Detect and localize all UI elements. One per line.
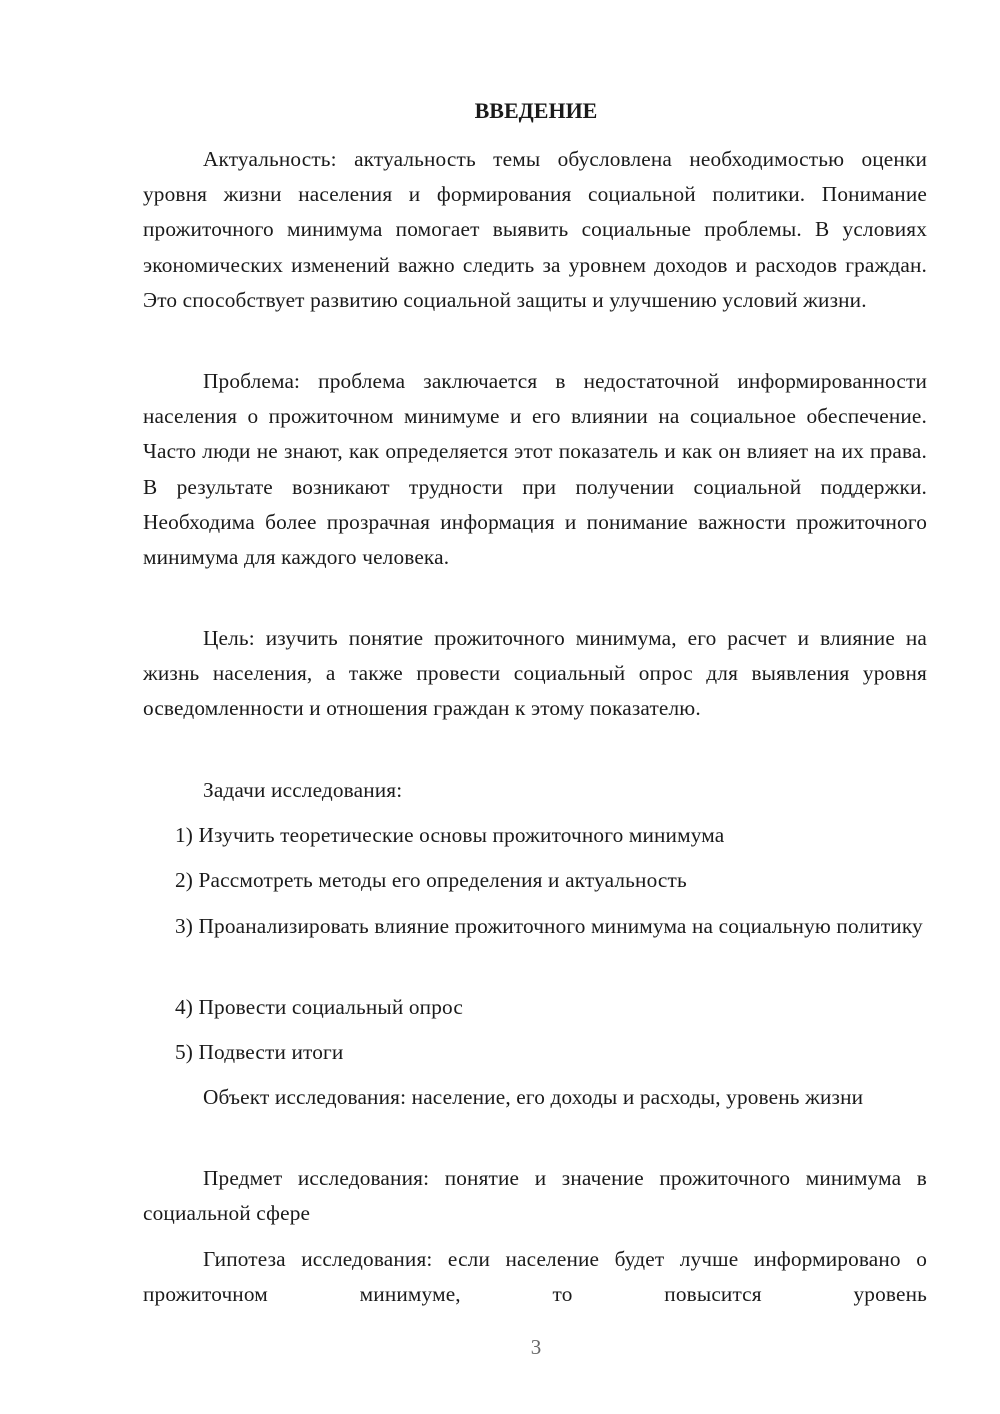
tasks-title: Задачи исследования:: [203, 778, 403, 802]
paragraph-relevance: Актуальность: актуальность темы обусловлена необходимостью оценки уровня жизни населения и формирования социальной политики. Понимание прожиточного минимума помогает выявить социальные проблемы. В условиях экономических изменений важно следить за уровнем доходов и расходов граждан. Это способствует развитию социальной защиты и улучшению условий жизни.: [143, 147, 927, 312]
task-item-3: 3) Проанализировать влияние прожиточного минимума на социальную политику: [175, 914, 923, 938]
paragraph-object: Объект исследования: население, его доходы и расходы, уровень жизни: [203, 1085, 864, 1109]
paragraph-subject: Предмет исследования: понятие и значение прожиточного минимума в социальной сфере: [143, 1166, 927, 1226]
task-item-4: 4) Провести социальный опрос: [175, 995, 463, 1019]
paragraph-problem: Проблема: проблема заключается в недостаточной информированности населения о прожиточном минимуме и его влиянии на социальное обеспечение. Часто люди не знают, как определяется этот показатель и как он влияет на их права. В результате возникают трудности при получении социальной поддержки. Необходима более прозрачная информация и понимание важности прожиточного минимума для каждого человека.: [143, 369, 927, 570]
task-item-5: 5) Подвести итоги: [175, 1040, 344, 1064]
page-number: 3: [530, 1335, 542, 1359]
task-item-1: 1) Изучить теоретические основы прожиточного минимума: [175, 823, 725, 847]
paragraph-goal: Цель: изучить понятие прожиточного минимума, его расчет и влияние на жизнь населения, а также провести социальный опрос для выявления уровня осведомленности и отношения граждан к этому показателю.: [143, 626, 927, 721]
page-title: ВВЕДЕНИЕ: [474, 98, 598, 123]
paragraph-hypothesis: Гипотеза исследования: если население будет лучше информировано о прожиточном минимуме, то повысится уровень: [143, 1247, 927, 1307]
task-item-2: 2) Рассмотреть методы его определения и актуальность: [175, 868, 687, 892]
